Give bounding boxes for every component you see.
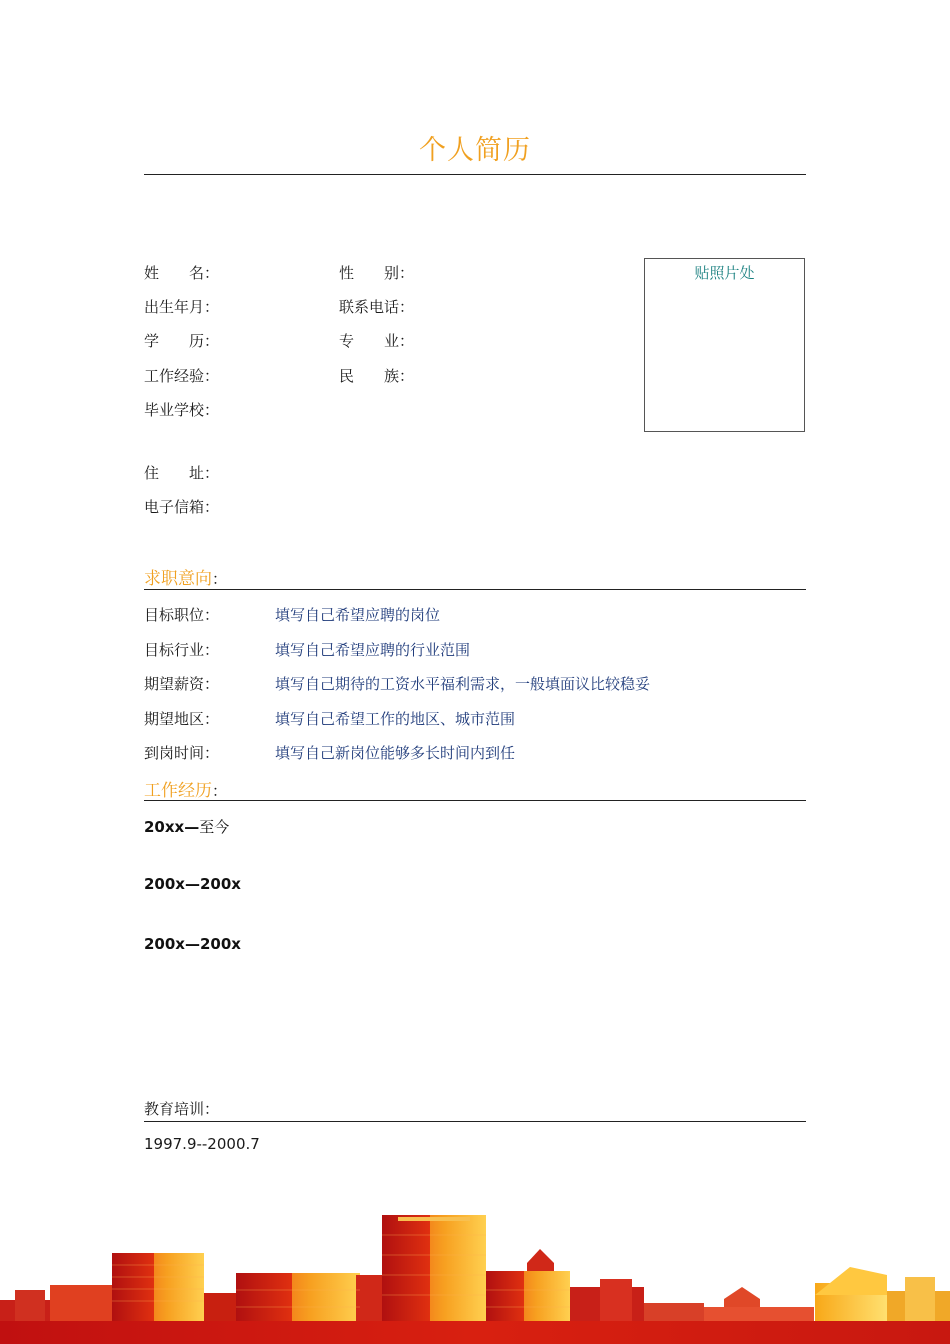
intent-value: 填写自己新岗位能够多长时间内到任 xyxy=(275,744,516,762)
section-work-history-heading: 工作经历 xyxy=(144,781,212,801)
work-entry-range: 20xx— xyxy=(144,818,200,836)
education-divider xyxy=(144,1121,806,1122)
page-title: 个人简历 xyxy=(419,135,531,166)
label-major: 专 业： xyxy=(339,332,415,350)
work-entry-date xyxy=(144,816,229,837)
intent-label: 目标行业： xyxy=(144,641,220,659)
work-entry-suffix: 至今 xyxy=(199,818,230,836)
intent-value: 填写自己希望工作的地区、城市范围 xyxy=(275,710,516,728)
work-entry-range: 200x—200x xyxy=(144,935,241,953)
ground-strip xyxy=(0,1321,950,1344)
work-entry-date xyxy=(144,935,241,953)
section-education-heading: 教育培训： xyxy=(144,1100,220,1118)
label-experience: 工作经验： xyxy=(144,367,220,385)
job-intent-divider xyxy=(144,589,806,590)
intent-label: 到岗时间： xyxy=(144,744,220,762)
section-work-history xyxy=(144,776,227,801)
title-divider xyxy=(144,174,806,175)
label-address: 住 址： xyxy=(144,464,220,482)
intent-label: 期望地区： xyxy=(144,710,220,728)
section-colon: ： xyxy=(212,782,228,800)
label-email: 电子信箱： xyxy=(144,498,220,516)
label-ethnicity: 民 族： xyxy=(339,367,415,385)
city-skyline-decoration xyxy=(0,1195,950,1344)
work-history-divider xyxy=(144,800,806,801)
work-entry-range: 200x—200x xyxy=(144,875,241,893)
photo-placeholder xyxy=(644,258,805,432)
label-school: 毕业学校： xyxy=(144,401,220,419)
intent-value: 填写自己希望应聘的岗位 xyxy=(275,606,441,624)
label-gender: 性 别： xyxy=(339,264,415,282)
label-birth: 出生年月： xyxy=(144,298,220,316)
label-education: 学 历： xyxy=(144,332,220,350)
section-job-intent xyxy=(144,564,227,589)
work-entry-date xyxy=(144,875,241,893)
education-entry: 1997.9--2000.7 xyxy=(144,1135,260,1153)
intent-label: 期望薪资： xyxy=(144,675,220,693)
section-job-intent-heading: 求职意向 xyxy=(144,569,212,589)
building-shape xyxy=(398,1217,470,1221)
building-shape xyxy=(815,1267,887,1295)
intent-value: 填写自己希望应聘的行业范围 xyxy=(275,641,471,659)
intent-label: 目标职位： xyxy=(144,606,220,624)
label-name: 姓 名： xyxy=(144,264,220,282)
intent-value: 填写自己期待的工资水平福利需求，一般填面议比较稳妥 xyxy=(275,675,651,693)
photo-label: 贴照片处 xyxy=(694,264,755,282)
label-phone: 联系电话： xyxy=(339,298,415,316)
section-colon: ： xyxy=(212,570,228,588)
